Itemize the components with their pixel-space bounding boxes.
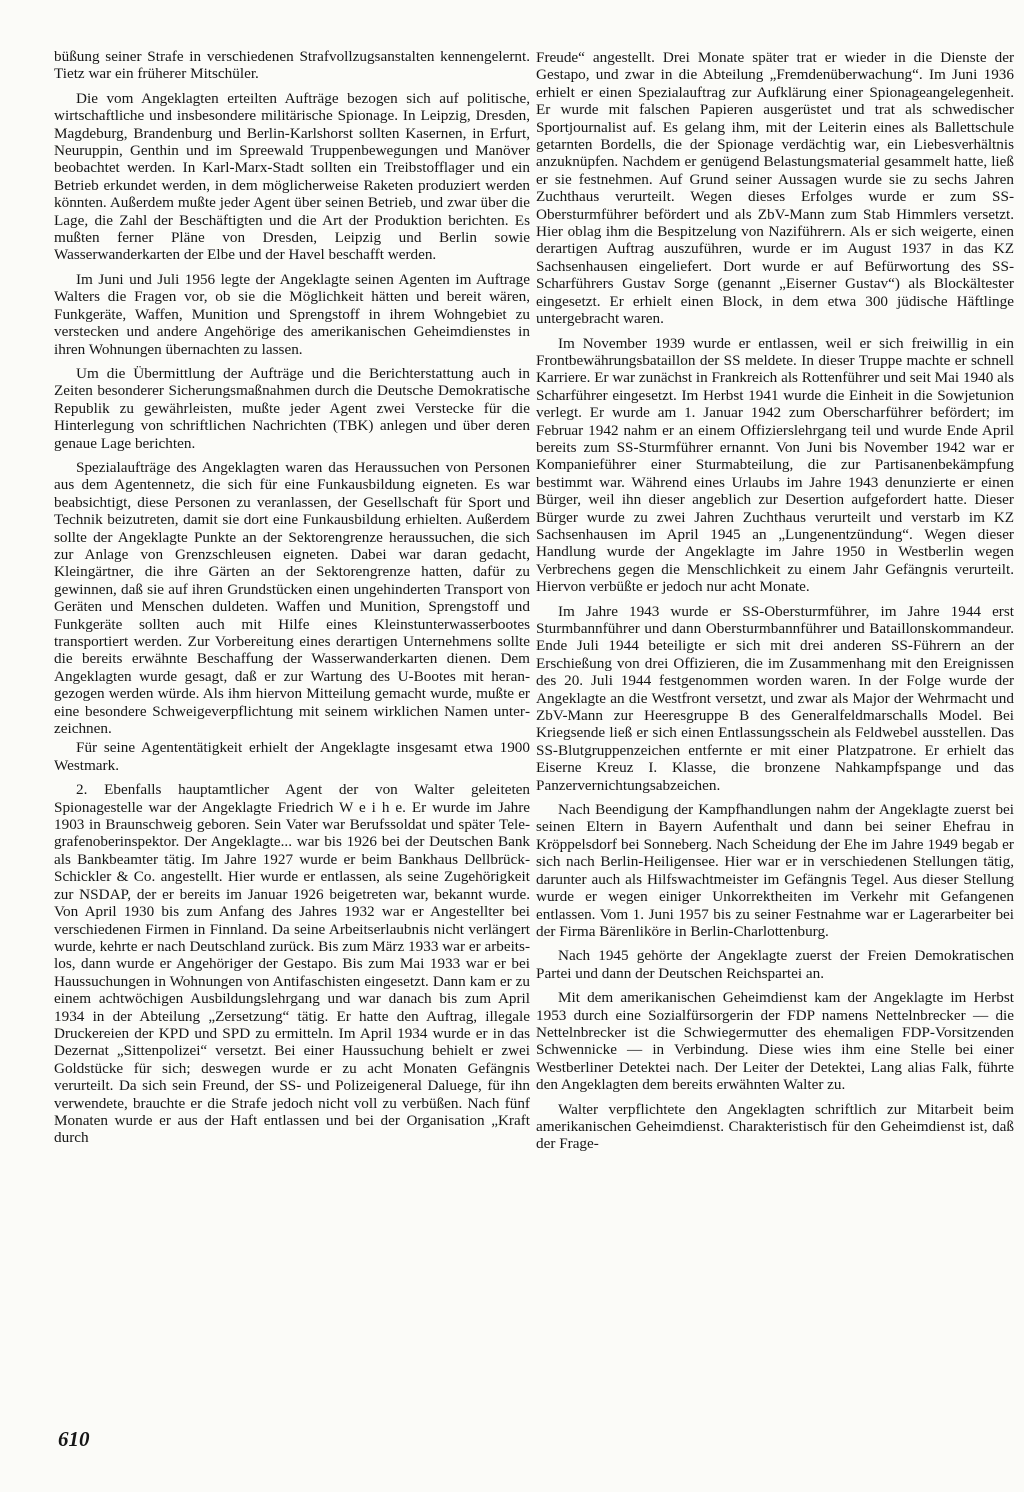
paragraph: Mit dem amerikanischen Geheimdienst kam der Angeklagte im Herbst 1953 durch eine Sozialfürsorgerin der FDP namens Nettelnbrecker — die Nettelnbrecker ist die Schwiegermutter des ehemaligen FDP-Vorsitzenden Schwennicke — in Verbindung. Diese wies ihm eine Stelle bei einer Westberliner Detektei nach. Der Leiter der Detektei, Lang alias Falk, führte den Angeklagten dem bereits erwähnten Walter zu. xyxy=(536,989,1014,1094)
page-number: 610 xyxy=(58,1427,90,1451)
paragraph: Im Jahre 1943 wurde er SS-Obersturmführer, im Jahre 1944 erst Sturmbannführer und dann Obersturmbannführer und Bataillonskommandeur. Ende Juli 1944 beteiligte er sich mit drei anderen SS-Führern an der Erschießung von drei Offizieren, die im Zusammenhang mit den Ereignissen des 20. Juli 1944 festgenommen worden waren. In der Folge wurde der Angeklagte an die Westfront versetzt, und zwar als Major der Wehrmacht und ZbV-Mann zur Heeresgruppe B des Generalfeldmarschalls Model. Bei Kriegsende ließ er sich einen Entlassungsschein als Feldwebel ausstellen. Das SS-Blutgruppenzeichen entfernte er mit einer Platzpatrone. Er erhielt das Eiserne Kreuz I. Klasse, die bronzene Nahkampfspange und das Panzervernichtungsabzeichen. xyxy=(536,602,1014,794)
right-column xyxy=(536,49,1014,1160)
left-column xyxy=(54,48,530,1154)
paragraph: Um die Übermittlung der Aufträge und die Berichterstattung auch in Zeiten besonderer Sicherungsmaßnahmen durch die Deutsche Demokratische Republik zu gewährleisten, mußte jeder Agent zwei Verstecke für die Hinterlegung von schriftlichen Nachrichten (TBK) anlegen und über deren genaue Lage berichten. xyxy=(54,364,530,452)
paragraph: Im Juni und Juli 1956 legte der Angeklagte seinen Agenten im Auftrage Walters die Fragen vor, ob sie die Möglichkeit hätten und bereit wären, Funkgeräte, Waffen, Munition und Sprengstoff in ihrem Wohngebiet zu verstecken und andere Angehörige des amerikanischen Geheimdienstes in ihren Wohnungen übernachten zu lassen. xyxy=(54,270,530,358)
paragraph: büßung seiner Strafe in verschiedenen Strafvollzugsanstalten kennengelernt. Tietz war ein früherer Mitschüler. xyxy=(54,48,530,83)
paragraph: Nach Beendigung der Kampfhandlungen nahm der Angeklagte zuerst bei seinen Eltern in Bayern Aufenthalt und dann bei seiner Ehefrau in Kröppelsdorf bei Sonneberg. Nach Scheidung der Ehe im Jahre 1949 begab er sich nach Berlin-Heiligensee. Hier war er in verschiedenen Stellungen tätig, darunter auch als Hilfswachtmeister im Gefängnis Tegel. Aus dieser Stellung wurde er wegen einiger Unkorrektheiten im Verkehr mit Gefangenen entlassen. Vom 1. Juni 1957 bis zu seiner Festnahme war er Lagerarbeiter bei der Firma Bärenliköre in Berlin-Charlottenburg. xyxy=(536,801,1014,940)
paragraph: Für seine Agententätigkeit erhielt der Angeklagte insgesamt etwa 1900 Westmark. xyxy=(54,739,530,774)
paragraph: Die vom Angeklagten erteilten Aufträge bezogen sich auf politische, wirtschaftliche und insbesondere militärische Spionage. In Leipzig, Dresden, Magdeburg, Brandenburg und Berlin-Karlshorst sollten Kasernen, in Erfurt, Neuruppin, Genthin und im Spreewald Truppenbewegungen und Manöver beobachtet werden. In Karl-Marx-Stadt sollten ein Treibstofflager und ein Betrieb erkundet werden, in dem möglicherweise Raketen produziert werden könnten. Außerdem mußte jeder Agent über seinen Betrieb, und zwar über die Lage, die Zahl der Beschäftigten und die Art der Produktion berichten. Es mußten ferner Pläne von Dresden, Leipzig und Berlin sowie Wasserwanderkarten der Elbe und der Havel beschafft werden. xyxy=(54,89,530,264)
paragraph: Walter verpflichtete den Angeklagten schriftlich zur Mitarbeit beim amerikanischen Geheimdienst. Charakteristisch für den Geheimdienst ist, daß der Frage- xyxy=(536,1100,1014,1153)
paragraph: 2. Ebenfalls hauptamtlicher Agent der von Walter geleiteten Spionagestelle war der Angeklagte Friedrich W e i h e. Er wurde im Jahre 1903 in Braunschweig geboren. Sein Vater war Berufssoldat und später Telegrafenoberinspektor. Der Angeklagte... war bis 1926 bei der Deutschen Bank als Bankbeamter tätig. Im Jahre 1927 wurde er beim Bankhaus Dellbrück-Schickler & Co. angestellt. Hier wurde er entlassen, als seine Zugehörigkeit zur NSDAP, der er bereits im Januar 1926 beigetreten war, bekannt wurde. Von April 1930 bis zum Anfang des Jahres 1932 war er Angestellter bei verschiedenen Firmen in Finnland. Da seine Arbeitserlaubnis nicht verlängert wurde, kehrte er nach Deutschland zurück. Bis zum März 1933 war er arbeitslos, dann wurde er Angehöriger der Gestapo. Bis zum Mai 1933 war er bei Haussuchungen in Wohnungen von Antifaschisten eingesetzt. Dann kam er zu einem achtwöchigen Ausbildungslehrgang und war danach bis zum April 1934 in der Abteilung „Zersetzung“ tätig. Er hatte den Auftrag, illegale Druckereien der KPD und SPD zu ermitteln. Im April 1934 wurde er in das Dezernat „Sittenpolizei“ versetzt. Bei einer Haussuchung behielt er zwei Goldstücke für sich; deswegen wurde er zu acht Monaten Gefängnis verurteilt. Da sich sein Freund, der SS- und Polizeigeneral Daluege, für ihn verwendete, brauchte er die Strafe jedoch nicht voll zu verbüßen. Nach fünf Monaten wurde er aus der Haft entlassen und bei der Organisation „Kraft durch xyxy=(54,781,530,1147)
paragraph: Nach 1945 gehörte der Angeklagte zuerst der Freien Demokratischen Partei und dann der Deutschen Reichspartei an. xyxy=(536,947,1014,982)
paragraph: Spezialaufträge des Angeklagten waren das Heraussuchen von Personen aus dem Agentennetz, die sich für eine Funkausbildung eigneten. Es war beabsichtigt, diese Personen zu veranlassen, der Gesellschaft für Sport und Technik beizutreten, damit sie dort eine Funkausbildung erhielten. Außerdem sollte der Angeklagte Punkte an der Sektorengrenze heraussuchen, die sich zur Anlage von Grenzschleusen eigneten. Dabei war daran gedacht, Kleingärtner, die ihre Gärten an der Sektorengrenze hatten, dafür zu gewinnen, daß sie auf ihren Grundstücken einen ungehinderten Transport von Geräten und Menschen duldeten. Waffen und Munition, Sprengstoff und Funkgeräte sollten auch mit Hilfe eines Kleinstunterwasserbootes transportiert werden. Zur Vorbereitung eines derartigen Unternehmens sollte die bereits erwähnte Beschaffung der Wasserwanderkarten dienen. Dem Angeklagten wurde gesagt, daß er zur Wartung des U-Bootes mit herangezogen werden würde. Als ihm hiervon Mitteilung gemacht wurde, mußte er eine besondere Schweigeverpflichtung mit seinem wirklichen Namen unterzeichnen. xyxy=(54,458,530,738)
paragraph: Im November 1939 wurde er entlassen, weil er sich freiwillig in ein Frontbewährungsbataillon der SS meldete. In dieser Truppe machte er schnell Karriere. Er war zunächst in Frankreich als Rottenführer und seit Mai 1940 als Scharführer eingesetzt. Im Herbst 1941 wurde die Einheit in die Sowjetunion verlegt. Er wurde am 1. Januar 1942 zum Oberscharführer befördert; im Februar 1942 nahm er an einem Offizierslehrgang teil und wurde Ende April bereits zum SS-Sturmführer ernannt. Von Juni bis November 1942 war er Kompanieführer einer Sturmabteilung, die zur Partisanenbekämpfung bestimmt war. Während eines Urlaubs im Jahre 1943 denunzierte er einen Bürger, weil ihn dieser angeblich zur Desertion aufgefordert hatte. Dieser Bürger wurde zu zwei Jahren Zuchthaus verurteilt und verstarb im KZ Sachsenhausen im April 1945 an „Lungenentzündung“. Wegen dieser Handlung wurde der Angeklagte im Jahre 1950 in Westberlin wegen Verbrechens gegen die Menschlichkeit zu einem Jahr Gefängnis verurteilt. Hiervon verbüßte er jedoch nur acht Monate. xyxy=(536,334,1014,596)
paragraph: Freude“ angestellt. Drei Monate später trat er wieder in die Dienste der Gestapo, und zwar in die Abteilung „Fremdenüberwachung“. Im Juni 1936 erhielt er einen Spezialauftrag zur Aufklärung einer Spionageangelegenheit. Er wurde mit falschen Papieren ausgerüstet und trat als schwedischer Sportjournalist auf. Es gelang ihm, mit der Leiterin eines als Ballettschule getarnten Bordells, die der Spionage verdächtig war, ein Liebesverhältnis anzuknüpfen. Nachdem er genügend Belastungsmaterial gesammelt hatte, ließ er sie festnehmen. Auf Grund seiner Aussagen wurde sie zu sechs Jahren Zuchthaus verurteilt. Wegen dieses Erfolges wurde er zum SS-Obersturmführer befördert und als ZbV-Mann zum Stab Himmlers versetzt. Hier oblag ihm die Bespitzelung von Naziführern. Als er sich weigerte, einen derartigen Auftrag auszuführen, wurde er im August 1937 in das KZ Sachsenhausen eingeliefert. Dort wurde er auf Befürwortung des SS-Scharführers Gustav Sorge (genannt „Eiserner Gustav“) als Blockältester eingesetzt. Er erhielt einen Block, in dem etwa 300 jüdische Häftlinge untergebracht waren. xyxy=(536,49,1014,328)
